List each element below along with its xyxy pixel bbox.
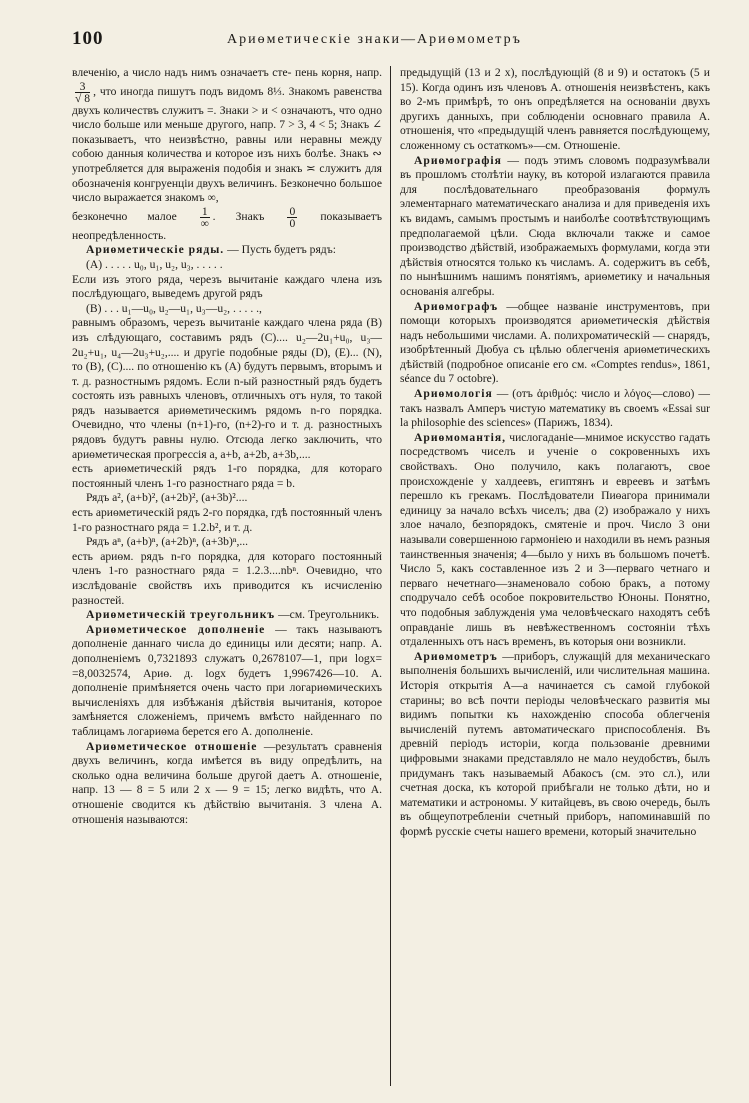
headword: Ариөмографъ — [414, 299, 499, 313]
formula: Рядъ a², (a+b)², (a+2b)², (a+3b)².... — [86, 491, 248, 505]
entry: Ариөмографія — подъ этимъ словомъ подразумѣвали въ прошломъ столѣтіи науку, въ которой излагаются правила для послѣдовательнаго преобразованія формулъ элементарнаго математическаго анализа и для приведенія ихъ къ видамъ, самымъ простымъ и наиболѣе соотвѣтствующимъ предполагаемой цѣли. Сюда включали также и самое производство дѣйствій, изображаемыхъ формулами, когда эти дѣйствія относятся только къ числамъ. А. содержитъ въ себѣ, по нынѣшнимъ нашимъ понятіямъ, ариөметику и начальныя основанія алгебры. — [400, 153, 710, 298]
headword: Ариөметическій треугольникъ — [86, 608, 276, 622]
fraction: $\frac{3}{√ 8}$ — [75, 79, 91, 105]
series-a: (А) . . . . . u₀, u₁, u₂, u₃, . . . . . — [86, 257, 223, 271]
headword: Ариөмографія — [414, 153, 502, 167]
entry: Ариөметическіе ряды. — Пусть будетъ рядъ: — [86, 243, 336, 257]
left-column — [72, 66, 382, 827]
formula: Рядъ aⁿ, (a+b)ⁿ, (a+2b)ⁿ, (a+3b)ⁿ,... — [86, 535, 249, 549]
headword: Ариөмомантія, — [414, 430, 506, 444]
fraction: $\frac{0}{0}$ — [289, 204, 296, 230]
paragraph: безконечно малое $\frac{1}{\infty}$ . Знакъ $\frac{0}{0}$ показываетъ неопредѣленность. — [72, 204, 382, 242]
paragraph: равнымъ образомъ, черезъ вычитаніе каждаго члена ряда (В) изъ слѣдующаго, составимъ рядъ (С).... u₂—2u₁+u₀, u₃—2u₂+u₁, u₄—2u₃+u₂,.... и другіе подобные ряды (D), (Е)... (N), то (В), (С).... по отношенію къ (А) будутъ первымъ, вторымъ и т. д. разностнымъ рядомъ. Если n-ый разностный рядъ будетъ состоять изъ равныхъ членовъ, отличныхъ отъ нуля, то такой рядъ называется ариөметическимъ рядомъ n-го порядка. Очевидно, что члены (n+1)-го, (n+2)-го и т. д. разностныхъ рядовъ будутъ равны нулю. Отсюда легко заключить, что ариөметическая прогрессія a, a+b, a+2b, a+3b,.... — [72, 316, 382, 461]
entry: Ариөметическій треугольникъ —см. Треугольникъ. — [86, 608, 380, 622]
paragraph: есть ариөм. рядъ n-го порядка, для котораго постоянный членъ 1-го разностнаго ряда = 1.2.3....nbⁿ. Очевидно, что изслѣдованіе свойствъ ихъ приводится къ исчисленію разностей. — [72, 549, 382, 607]
page-header — [72, 28, 715, 54]
page-number: 100 — [72, 28, 104, 49]
headword: Ариөметическое дополненіе — [86, 622, 266, 636]
entry: Ариөмологія — (отъ ἀριθμός: число и λόγος—слово) —такъ назвалъ Амперъ чистую математику въ своемъ «Essai sur la philosophie des sciences» (Парижъ, 1834). — [400, 387, 710, 430]
series-b: (В) . . . u₁—u₀, u₂—u₁, u₃—u₂, . . . . ., — [86, 301, 262, 315]
running-title: Ариөметическіе знаки—Ариөмометръ — [227, 32, 522, 47]
column-divider — [390, 66, 391, 1086]
paragraph: Если изъ этого ряда, черезъ вычитаніе каждаго члена изъ послѣдующаго, выведемъ другой рядъ — [72, 272, 382, 301]
paragraph: предыдущій (13 и 2 x), послѣдующій (8 и 9) и остатокъ (5 и 15). Когда одинъ изъ членовъ А. отношенія неизвѣстенъ, какъ во 2-мъ примѣрѣ, то онъ опредѣляется на основаніи двухъ другихъ данныхъ, при соблюденіи основнаго правила А. отношенія, что «предыдущій членъ равняется послѣдующему, сложенному съ остаткомъ»—см. Отношеніе. — [400, 66, 710, 152]
entry: Ариөмографъ —общее названіе инструментовъ, при помощи которыхъ производятся ариөметическія дѣйствія надъ небольшими числами. А. полихроматическій — снарядъ, изобрѣтенный Дюбуа съ цѣлью облегченія ариөметическихъ дѣйствій (подробное описаніе его см. «Comptes rendus», 1861, séance du 7 octobre). — [400, 299, 711, 386]
entry: Ариөмомантія, числогаданіе—мнимое искусство гадать посредствомъ чиселъ и ученіе о сокровенныхъ ихъ свойствахъ. Оно получило, какъ полагаютъ, свое происхожденіе у халдеевъ, египтянъ и евреевъ и затѣмъ перешло къ грекамъ. Послѣдователи Пиөагора принимали единицу за начало всѣхъ чиселъ; два (2) изображало у нихъ злое начало, безпорядокъ, смятеніе и проч. Число 3 они называли совершенною гармоніею и находили въ немъ разныя таинственныя значенія; 4—было у нихъ въ большомъ почетѣ. Число 5, какъ составленное изъ 2 и 3—перваго четнаго и перваго нечетнаго—знаменовало собою бракъ, а потому сподручало себѣ особое покровительство Юноны. Понятно, что подобныя заблужденія ума человѣческаго находятъ себѣ оправданіе лишь въ невѣжественномъ состояніи тѣхъ отдаленныхъ отъ насъ временъ, въ которыя они возникли. — [400, 430, 710, 649]
headword: Ариөметическое отношеніе — [86, 739, 258, 753]
headword: Ариөмологія — [414, 387, 493, 401]
entry: Ариөметическое дополненіе — такъ называютъ дополненіе даннаго числа до единицы или десяти; напр. А. дополненіемъ 0,7321893 служатъ 0,2678107—1, при logx= =8,0032574, Ариө. д. logx будетъ 1,9967426—10. А. дополненіе примѣняется очень часто при логариөмическихъ вычисленіяхъ для избѣжанія дѣйствія вычитанія, которое замѣняется сложеніемъ, причемъ вмѣсто найденнаго по таблицамъ логариөма берется его А. дополненіе. — [72, 622, 382, 738]
text-columns — [72, 66, 715, 1096]
entry: Ариөмометръ —приборъ, служащій для механическаго выполненія большихъ вычисленій, или числительная машина. Исторія открытія А—а начинается съ самой глубокой старины; во всѣ почти періоды человѣческаго развитія мы видимъ попытки къ нахожденію способа облегченія вычисленій путемъ автоматическаго приспособленія. Въ древній періодъ исторіи, когда пользованіе древними цифровыми знаками представляло не мало неудобствъ, былъ придуманъ такъ называемый Абакосъ (см. это сл.), или счетная доска, къ которой прибѣгали не только дѣти, но и математики и астрономы. У китайцевъ, въ свою очередь, былъ въ общеупотребленіи счетный приборъ, напоминавшій по формѣ русскіе счеты нашего времени, который значительно — [400, 649, 710, 838]
headword: Ариөмометръ — [414, 649, 498, 663]
paragraph: есть ариөметическій рядъ 1-го порядка, для котораго постоянный членъ 1-го разностнаго ряда = b. — [72, 462, 382, 490]
entry: Ариөметическое отношеніе —результатъ сравненія двухъ величинъ, когда имѣется въ виду опредѣлить, на сколько одна величина больше другой даетъ А. отношеніе, напр. 13 — 8 = 5 или 2 x — 9 = 15; легко видѣть, что А. отношеніе сводится къ дѣйствію вычитанія. 3 члена А. отношенія называются: — [72, 739, 382, 826]
fraction: $\frac{1}{\infty}$ — [200, 204, 209, 230]
headword: Ариөметическіе ряды. — [86, 243, 225, 257]
paragraph: влеченію, а число надъ нимъ означаетъ сте- пень корня, напр. $\frac{3}{√ 8}$ , что иногда пишутъ подъ видомъ 8⅓. Знакомъ равенства двухъ количествъ служитъ =. Знаки > и < означаютъ, что одно число больше или меньше другого, напр. 7 > 3, 4 < 5; Знакъ ∠ показываетъ, что неизвѣстно, равны или неравны между собою данныя количества и которое изъ нихъ болѣе. Знакъ ∾ употребляется для выраженія подобія и знакъ ≍ служитъ для обозначенія конгруенціи двухъ величинъ. Безконечно большое число выражается знакомъ ∞, — [72, 66, 382, 205]
right-column — [400, 66, 710, 839]
paragraph: есть ариөметическій рядъ 2-го порядка, гдѣ постоянный членъ 1-го разностнаго ряда = 1.2.b², и т. д. — [72, 506, 382, 534]
